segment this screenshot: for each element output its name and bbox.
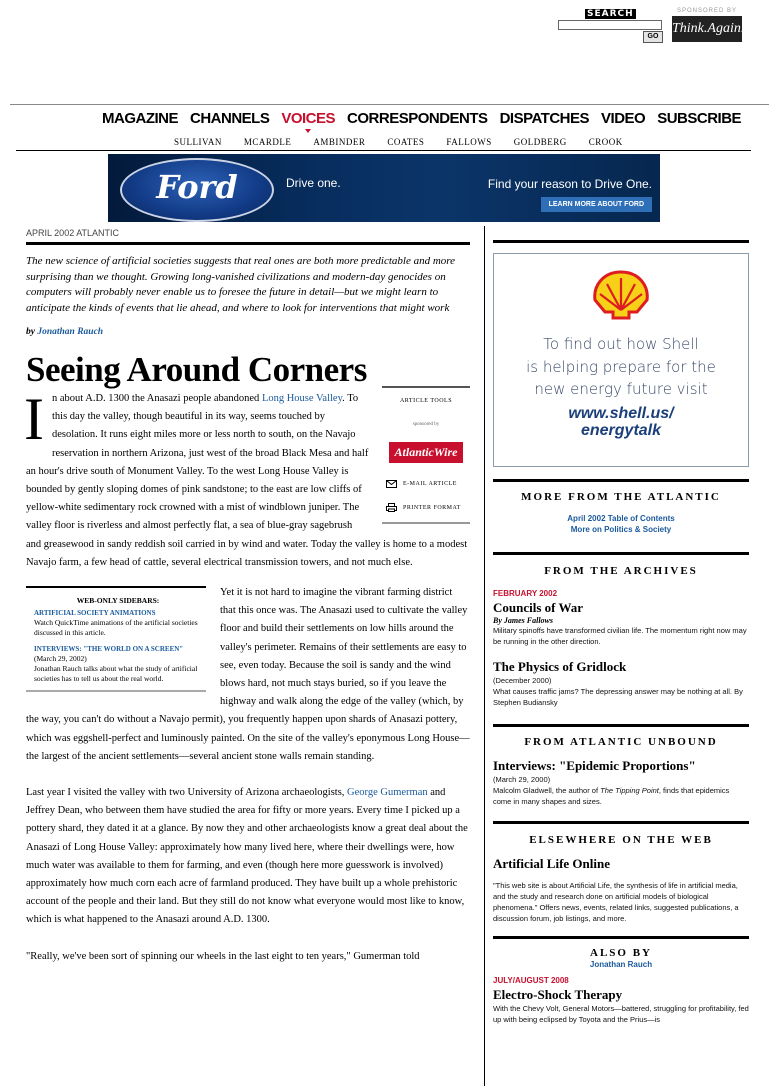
subnav-coates[interactable]: COATES: [387, 137, 425, 147]
animations-link[interactable]: ARTIFICIAL SOCIETY ANIMATIONS: [34, 609, 156, 618]
elsewhere-desc-1: "This web site is about Artificial Life, the synthesis of life in artificial media, and the study and research done on artificial models of biological phenomena." Offers news, events, related links, suggested publications, a discussion forum, job listings, and more.: [493, 881, 739, 923]
archives-desc-1: Military spinoffs have transformed civilian life. The momentum right now may be running in the other direction.: [493, 626, 747, 646]
article-rule: [26, 242, 470, 245]
interview-link[interactable]: INTERVIEWS: "THE WORLD ON A SCREEN": [34, 645, 184, 654]
nav-voices[interactable]: VOICES: [281, 110, 336, 127]
right-rule: [493, 240, 749, 243]
article-tools: [382, 386, 470, 524]
nav-magazine[interactable]: MAGAZINE: [102, 110, 178, 127]
tipping-point-title: The Tipping Point: [600, 786, 659, 795]
printer-icon: [386, 503, 397, 512]
also-by-heading: ALSO BY: [590, 947, 652, 959]
article-title: Seeing Around Corners: [26, 350, 367, 389]
epidemic-proportions-link[interactable]: Interviews: "Epidemic Proportions": [493, 758, 696, 773]
toc-link[interactable]: April 2002 Table of Contents: [567, 514, 675, 523]
main-nav: [102, 110, 741, 127]
archives-desc-2: What causes traffic jams? The depressing answer may be nothing at all. By Stephen Budiansky: [493, 687, 743, 707]
unbound-heading: FROM ATLANTIC UNBOUND: [524, 736, 718, 748]
drop-cap: I: [24, 386, 44, 452]
electro-shock-therapy-link[interactable]: Electro-Shock Therapy: [493, 987, 623, 1002]
subnav-sullivan[interactable]: SULLIVAN: [174, 137, 222, 147]
shell-logo: [591, 270, 651, 322]
subnav-goldberg[interactable]: GOLDBERG: [513, 137, 567, 147]
unbound-date-1: (March 29, 2000): [493, 775, 551, 784]
column-divider: [484, 226, 485, 1086]
banner-headline: Find your reason to Drive One.: [487, 177, 652, 191]
long-house-valley-link[interactable]: Long House Valley: [261, 393, 343, 404]
archives-section: [493, 552, 749, 708]
also-by-date-1: JULY/AUGUST 2008: [493, 976, 569, 985]
article-body: [24, 386, 470, 966]
nav-correspondents[interactable]: CORRESPONDENTS: [347, 110, 488, 127]
more-from-atlantic-heading: MORE FROM THE ATLANTIC: [521, 491, 721, 503]
atlantic-wire-logo[interactable]: AtlanticWire: [389, 442, 464, 462]
elsewhere-heading: ELSEWHERE ON THE WEB: [529, 834, 713, 846]
shell-ad[interactable]: [493, 253, 749, 467]
elsewhere-section: [493, 821, 749, 924]
nav-subscribe[interactable]: SUBSCRIBE: [657, 110, 742, 127]
byline-prefix: by: [26, 327, 35, 337]
artificial-life-online-link[interactable]: Artificial Life Online: [493, 856, 610, 871]
nav-dispatches[interactable]: DISPATCHES: [499, 110, 590, 127]
shell-ad-text: [494, 333, 748, 401]
shell-url-line-2: energytalk: [580, 421, 662, 439]
subnav-fallows[interactable]: FALLOWS: [446, 137, 492, 147]
also-by-author: [493, 959, 749, 970]
ford-logo-text: Ford: [156, 168, 238, 206]
subnav-crook[interactable]: CROOK: [588, 137, 623, 147]
councils-of-war-link[interactable]: Councils of War: [493, 600, 584, 615]
sub-nav: [174, 137, 623, 147]
politics-society-link[interactable]: More on Politics & Society: [570, 525, 672, 534]
go-button[interactable]: GO: [643, 31, 663, 43]
physics-of-gridlock-link[interactable]: The Physics of Gridlock: [493, 659, 627, 674]
unbound-section: [493, 724, 749, 807]
right-column: [493, 226, 749, 1025]
search-label: SEARCH: [587, 9, 634, 19]
shell-ad-url[interactable]: [494, 405, 748, 439]
article-column: [26, 226, 470, 966]
unbound-desc-b: , finds that epidemics come in many shapes and sizes.: [493, 786, 730, 806]
printer-format-link[interactable]: [382, 499, 470, 517]
envelope-icon: [386, 480, 397, 488]
byline: [26, 327, 470, 337]
subnav-ambinder[interactable]: AMBINDER: [313, 137, 366, 147]
paragraph-3-text-a: Last year I visited the valley with two University of Arizona archaeologists,: [26, 787, 348, 799]
header-divider: [10, 104, 769, 105]
author-link[interactable]: Jonathan Rauch: [37, 327, 104, 337]
subnav-mcardle[interactable]: MCARDLE: [243, 137, 292, 147]
shell-url-line-1: www.shell.us/: [568, 404, 674, 422]
shell-ad-line-3: new energy future visit: [534, 380, 708, 398]
also-by-desc-1: With the Chevy Volt, General Motors—battered, struggling for profitability, fed up with being eclipsed by Toyota and the Prius—is: [493, 1004, 749, 1024]
sponsor-block: [672, 8, 745, 42]
sidebars-heading: WEB-ONLY SIDEBARS:: [76, 596, 160, 606]
archives-heading: FROM THE ARCHIVES: [544, 565, 698, 577]
sponsor-label: SPONSORED BY: [676, 8, 737, 14]
web-only-sidebars: [26, 586, 206, 692]
interview-date: (March 29, 2002): [34, 654, 87, 664]
nav-divider: [16, 150, 751, 151]
paragraph-3-text-b: and Jeffrey Dean, who between them have studied the area for fifty or more years. Every time I picked up a pottery shard, they dated it at a glance. By now they and other archaeologists know a great deal about the Anasazi of Long House Valley: approximately how many lived here, where their dwellings were, how much water was available to them for farming, and even (though here more guesswork is involved) approximately how much corn each acre of farmland produced. They have built up a whole prehistoric account of the people and their land. But they still do not know what everyone would most like to know, which is what happened to the Anasazi around A.D. 1300.: [26, 787, 468, 926]
think-again-logo[interactable]: Think.Again.: [672, 16, 742, 42]
george-gumerman-link[interactable]: George Gumerman: [347, 787, 428, 799]
ford-logo: [120, 158, 274, 222]
paragraph-3: [26, 784, 470, 930]
search-input[interactable]: [558, 20, 662, 30]
learn-more-button[interactable]: LEARN MORE ABOUT FORD: [541, 197, 652, 212]
unbound-desc-a: Malcolm Gladwell, the author of: [493, 786, 601, 795]
shell-ad-line-1: To find out how Shell: [543, 335, 699, 353]
nav-video[interactable]: VIDEO: [601, 110, 646, 127]
archives-date-1: FEBRUARY 2002: [493, 589, 558, 598]
paragraph-4: "Really, we've been sort of spinning our wheels in the last eight to ten years," Gumerman told: [26, 950, 420, 962]
animations-desc: Watch QuickTime animations of the artificial societies discussed in this article.: [34, 618, 198, 638]
article-dek: The new science of artificial societies suggests that real ones are both more predictable and more surprising than we thought. Growing long-vanished civilizations and modern-day genocides on computers will probably never enable us to foresee the future in detail—but we might learn to anticipate the kinds of events that lie ahead, and where to look for interventions that might work: [26, 255, 456, 314]
email-article-link[interactable]: [382, 475, 470, 493]
paragraph-1-text-a: n about A.D. 1300 the Anasazi people abandoned: [51, 393, 262, 404]
printer-format-label: PRINTER FORMAT: [403, 504, 461, 511]
also-by-section: [493, 936, 749, 1025]
unbound-desc-1: [493, 785, 749, 807]
shell-ad-line-2: is helping prepare for the: [526, 357, 716, 376]
ford-banner-ad[interactable]: [108, 154, 660, 222]
archives-date-2: (December 2000): [493, 676, 552, 685]
archives-byline-1: By James Fallows: [493, 616, 554, 625]
banner-tagline: Drive one.: [286, 176, 341, 190]
paragraph-2: Yet it is not hard to imagine the vibrant farming district that this once was. The Anasazi used to cultivate the valley floor and build their settlements on low hills around the valley's perimeter. Remains of their settlements are easy to see, even today. Because the soil is sandy and the wind blows hard, not much stays buried, so if you leave the highway and walk along the edge of the valley (which, by the way, you can't do without a Navajo permit), you frequently happen upon shards of Anasazi pottery, which was eggshell-perfect and luminously painted. On the site of the valley's eponymous Long House—the largest of the ancient settlements—several ancient stone walls remain standing.: [26, 587, 470, 762]
paragraph-1-text-b: . To this day the valley, though beautiful in its way, seems touched by desolation. It runs eight miles more or less north to south, on the Navajo reservation in northern Arizona, just west of the broad Black Mesa and half an hour's drive south of Monument Valley. To the west Long House Valley is bounded by gently sloping domes of pink sandstone; to the east are low cliffs of yellow-white sedimentary rock crowned with a mist of windblown juniper. The valley floor is riverless and almost perfectly flat, a sea of blue-gray sagebrush and greasewood in sandy reddish soil carried in by wind and water. Today the valley is home to a modest Navajo farm, a few head of cattle, several electrical transmission towers, and not much else.: [26, 393, 468, 568]
article-tools-label: ARTICLE TOOLS: [399, 398, 453, 404]
interview-desc: Jonathan Rauch talks about what the study of artificial societies has to tell us about the real world.: [34, 664, 198, 684]
more-from-atlantic-section: [493, 479, 749, 535]
sponsored-by-label: sponsored by: [412, 422, 440, 428]
also-by-author-link[interactable]: Jonathan Rauch: [589, 960, 653, 969]
more-links: [493, 513, 749, 535]
nav-channels[interactable]: CHANNELS: [190, 110, 270, 127]
email-article-label: E-MAIL ARTICLE: [403, 480, 457, 487]
issue-label: APRIL 2002 ATLANTIC: [26, 228, 120, 238]
